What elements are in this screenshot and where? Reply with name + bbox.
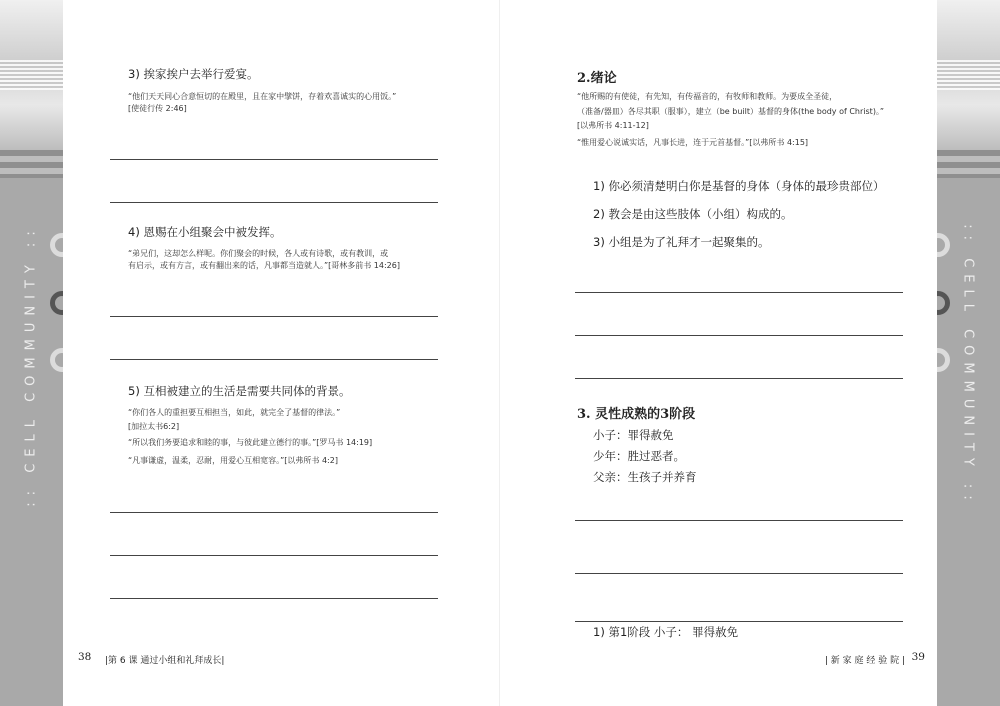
scripture-reference: [以弗所书 4:11-12] xyxy=(577,121,649,130)
answer-line xyxy=(110,359,438,360)
stage-item: 少年：胜过恶者。 xyxy=(593,449,685,463)
running-head: | 新 家 庭 经 验 院 | xyxy=(824,656,905,666)
section-heading: 3) 挨家挨户去举行爱宴。 xyxy=(128,67,259,81)
right-page xyxy=(500,0,937,706)
answer-line xyxy=(575,292,903,293)
answer-line xyxy=(575,520,903,521)
scripture-quote: （准备/器皿）各尽其职（服事），建立（be built）基督的身体(the body of Christ)。” xyxy=(577,107,885,116)
scripture-quote: “弟兄们，这却怎么样呢。你们聚会的时候，各人或有诗歌，或有教训，或 xyxy=(128,249,389,258)
list-item: 1) 你必须清楚明白你是基督的身体（身体的最珍贵部位） xyxy=(593,179,885,193)
page-number: 39 xyxy=(911,651,925,663)
scripture-reference: [加拉太书6:2] xyxy=(128,422,180,431)
section-title: 2.绪论 xyxy=(577,71,617,86)
answer-line xyxy=(575,621,903,622)
answer-line xyxy=(575,378,903,379)
book-photo-banner xyxy=(937,0,1000,150)
stage-item: 小子：罪得赦免 xyxy=(593,428,674,442)
right-side-strip xyxy=(937,0,1000,706)
scripture-quote: “惟用爱心说诚实话，凡事长进，连于元首基督。”[以弗所书 4:15] xyxy=(577,138,809,147)
answer-line xyxy=(110,316,438,317)
answer-line xyxy=(575,335,903,336)
list-item: 1) 第1阶段 小子： 罪得赦免 xyxy=(593,625,739,639)
answer-line xyxy=(110,159,438,160)
side-vertical-text: :: CELL COMMUNITY :: xyxy=(24,223,40,507)
answer-line xyxy=(110,512,438,513)
stripe-band xyxy=(937,150,1000,178)
section-heading: 4) 恩赐在小组聚会中被发挥。 xyxy=(128,225,282,239)
left-side-strip xyxy=(0,0,63,706)
scripture-reference: [使徒行传 2:46] xyxy=(128,104,187,113)
page-number: 38 xyxy=(78,651,92,663)
scripture-quote: “凡事谦虚，温柔，忍耐，用爱心互相宽容。”[以弗所书 4:2] xyxy=(128,456,338,465)
scripture-quote: “他所赐的有使徒，有先知，有传福音的，有牧师和教师。为要成全圣徒， xyxy=(577,92,838,101)
running-head: |第 6 课 通过小组和礼拜成长| xyxy=(105,656,225,666)
side-vertical-text: :: CELL COMMUNITY :: xyxy=(961,223,977,507)
section-title: 3. 灵性成熟的3阶段 xyxy=(577,407,696,422)
scripture-quote: “所以我们务要追求和睦的事，与彼此建立德行的事。”[罗马书 14:19] xyxy=(128,438,373,447)
list-item: 3) 小组是为了礼拜才一起聚集的。 xyxy=(593,235,770,249)
stripe-band xyxy=(0,150,63,178)
answer-line xyxy=(110,202,438,203)
stage-item: 父亲：生孩子并养育 xyxy=(593,470,697,484)
answer-line xyxy=(575,573,903,574)
list-item: 2) 教会是由这些肢体（小组）构成的。 xyxy=(593,207,793,221)
scripture-quote: “你们各人的重担要互相担当，如此，就完全了基督的律法。” xyxy=(128,408,341,417)
section-heading: 5) 互相被建立的生活是需要共同体的背景。 xyxy=(128,384,351,398)
answer-line xyxy=(110,555,438,556)
scripture-quote: 有启示，或有方言，或有翻出来的话，凡事都当造就人。”[哥林多前书 14:26] xyxy=(128,261,400,270)
book-photo-banner xyxy=(0,0,63,150)
left-page xyxy=(63,0,500,706)
scripture-quote: “他们天天同心合意恒切的在殿里，且在家中擘饼，存着欢喜诚实的心用饭。” xyxy=(128,92,397,101)
answer-line xyxy=(110,598,438,599)
